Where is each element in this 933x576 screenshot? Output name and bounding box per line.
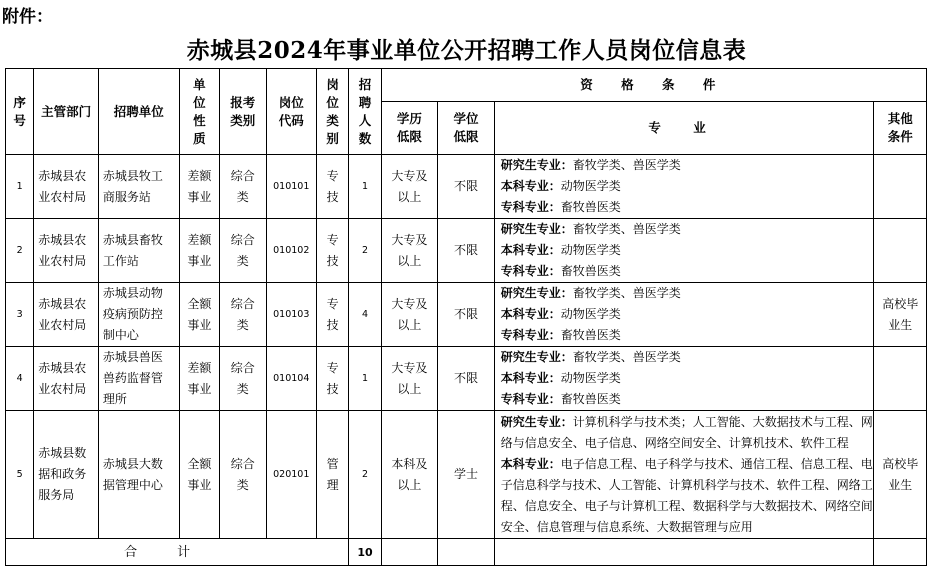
major-list: 计算机科学与技术类；人工智能、大数据技术与工程、网络与信息安全、电子信息、网络空间安全、计算机技术、软件工程 xyxy=(500,414,873,450)
row-seq: 3 xyxy=(6,283,34,347)
row-unit: 赤城县牧工商服务站 xyxy=(98,155,179,219)
header-degree: 学位低限 xyxy=(438,102,495,155)
major-line xyxy=(501,347,874,368)
major-line xyxy=(501,197,874,218)
recruitment-table xyxy=(5,68,927,566)
header-post-type: 岗位类别 xyxy=(317,69,349,155)
row-code: 010102 xyxy=(266,219,316,283)
header-dept: 主管部门 xyxy=(34,69,99,155)
table-row xyxy=(6,155,927,219)
row-degree: 学士 xyxy=(438,411,495,539)
row-other: 高校毕业生 xyxy=(874,411,927,539)
major-line xyxy=(501,454,874,538)
major-list: 畜牧兽医类 xyxy=(560,328,621,342)
row-degree: 不限 xyxy=(438,155,495,219)
row-education: 大专及以上 xyxy=(381,219,438,283)
major-level-label: 本科专业： xyxy=(500,307,561,321)
major-level-label: 本科专业： xyxy=(500,371,561,385)
total-blank-major xyxy=(494,539,874,566)
major-list: 动物医学类 xyxy=(560,179,621,193)
major-level-label: 本科专业： xyxy=(500,456,561,471)
row-code: 010101 xyxy=(266,155,316,219)
row-other xyxy=(874,219,927,283)
major-line xyxy=(501,176,874,197)
table-row xyxy=(6,347,927,411)
header-category: 报考类别 xyxy=(220,69,266,155)
row-post-type: 专技 xyxy=(317,219,349,283)
row-seq: 1 xyxy=(6,155,34,219)
header-qualifications: 资 格 条 件 xyxy=(381,69,926,102)
row-category: 综合类 xyxy=(220,411,266,539)
major-list: 畜牧学类、兽医学类 xyxy=(572,286,681,300)
row-category: 综合类 xyxy=(220,155,266,219)
major-list: 畜牧学类、兽医学类 xyxy=(572,222,681,236)
row-count: 2 xyxy=(349,219,381,283)
table-row xyxy=(6,219,927,283)
row-education: 大专及以上 xyxy=(381,283,438,347)
row-nature: 差额事业 xyxy=(179,219,219,283)
row-count: 1 xyxy=(349,347,381,411)
header-nature: 单位性质 xyxy=(179,69,219,155)
table-row xyxy=(6,411,927,539)
row-count: 4 xyxy=(349,283,381,347)
row-degree: 不限 xyxy=(438,219,495,283)
major-list: 畜牧兽医类 xyxy=(560,200,621,214)
row-major xyxy=(494,155,874,219)
row-post-type: 专技 xyxy=(317,347,349,411)
major-level-label: 专科专业： xyxy=(500,328,561,342)
major-line xyxy=(501,325,874,346)
row-major xyxy=(494,283,874,347)
total-value: 10 xyxy=(349,539,381,566)
total-label: 合计 xyxy=(6,539,349,566)
major-level-label: 专科专业： xyxy=(500,264,561,278)
row-unit: 赤城县动物疫病预防控制中心 xyxy=(98,283,179,347)
header-education: 学历低限 xyxy=(381,102,438,155)
major-level-label: 研究生专业： xyxy=(500,286,573,300)
row-category: 综合类 xyxy=(220,219,266,283)
row-seq: 5 xyxy=(6,411,34,539)
row-post-type: 管理 xyxy=(317,411,349,539)
row-other: 高校毕业生 xyxy=(874,283,927,347)
major-list: 畜牧兽医类 xyxy=(560,392,621,406)
major-level-label: 研究生专业： xyxy=(500,222,573,236)
major-list: 动物医学类 xyxy=(560,307,621,321)
major-list: 电子信息工程、电子科学与技术、通信工程、信息工程、电子信息科学与技术、人工智能、计算机科学与技术、软件工程、网络工程、信息安全、电子与计算机工程、数据科学与大数据技术、网络空间安全、信息管理与信息系统、大数据管理与应用 xyxy=(500,456,873,534)
row-post-type: 专技 xyxy=(317,283,349,347)
major-line xyxy=(501,304,874,325)
row-category: 综合类 xyxy=(220,347,266,411)
major-level-label: 本科专业： xyxy=(500,243,561,257)
row-education: 本科及以上 xyxy=(381,411,438,539)
major-level-label: 专科专业： xyxy=(500,392,561,406)
major-level-label: 研究生专业： xyxy=(500,350,573,364)
row-count: 1 xyxy=(349,155,381,219)
page-title: 赤城县2024年事业单位公开招聘工作人员岗位信息表 xyxy=(186,37,747,64)
total-blank-education xyxy=(381,539,438,566)
total-blank-other xyxy=(874,539,927,566)
major-list: 畜牧兽医类 xyxy=(560,264,621,278)
row-degree: 不限 xyxy=(438,283,495,347)
major-level-label: 研究生专业： xyxy=(500,414,573,429)
major-level-label: 本科专业： xyxy=(500,179,561,193)
row-seq: 4 xyxy=(6,347,34,411)
row-unit: 赤城县兽医兽药监督管理所 xyxy=(98,347,179,411)
header-count: 招聘人数 xyxy=(349,69,381,155)
major-list: 畜牧学类、兽医学类 xyxy=(572,350,681,364)
row-seq: 2 xyxy=(6,219,34,283)
major-list: 动物医学类 xyxy=(560,371,621,385)
major-list: 动物医学类 xyxy=(560,243,621,257)
major-level-label: 研究生专业： xyxy=(500,158,573,172)
header-major: 专 业 xyxy=(494,102,874,155)
row-major xyxy=(494,411,874,539)
row-code: 020101 xyxy=(266,411,316,539)
row-dept: 赤城县数据和政务服务局 xyxy=(34,411,99,539)
row-unit: 赤城县大数据管理中心 xyxy=(98,411,179,539)
major-line xyxy=(501,368,874,389)
row-category: 综合类 xyxy=(220,283,266,347)
row-unit: 赤城县畜牧工作站 xyxy=(98,219,179,283)
header-unit: 招聘单位 xyxy=(98,69,179,155)
row-other xyxy=(874,347,927,411)
major-line xyxy=(501,283,874,304)
major-line xyxy=(501,261,874,282)
row-nature: 差额事业 xyxy=(179,155,219,219)
row-major xyxy=(494,347,874,411)
table-row xyxy=(6,283,927,347)
major-list: 畜牧学类、兽医学类 xyxy=(572,158,681,172)
row-count: 2 xyxy=(349,411,381,539)
row-dept: 赤城县农业农村局 xyxy=(34,219,99,283)
major-line xyxy=(501,155,874,176)
row-code: 010103 xyxy=(266,283,316,347)
row-degree: 不限 xyxy=(438,347,495,411)
header-other: 其他条件 xyxy=(874,102,927,155)
header-seq: 序号 xyxy=(6,69,34,155)
row-dept: 赤城县农业农村局 xyxy=(34,155,99,219)
row-nature: 全额事业 xyxy=(179,283,219,347)
row-major xyxy=(494,219,874,283)
row-post-type: 专技 xyxy=(317,155,349,219)
row-code: 010104 xyxy=(266,347,316,411)
row-nature: 差额事业 xyxy=(179,347,219,411)
major-line xyxy=(501,240,874,261)
attachment-label: 附件： xyxy=(2,7,53,27)
major-level-label: 专科专业： xyxy=(500,200,561,214)
row-dept: 赤城县农业农村局 xyxy=(34,283,99,347)
row-other xyxy=(874,155,927,219)
row-education: 大专及以上 xyxy=(381,155,438,219)
header-code: 岗位代码 xyxy=(266,69,316,155)
row-dept: 赤城县农业农村局 xyxy=(34,347,99,411)
major-line xyxy=(501,219,874,240)
major-line xyxy=(501,389,874,410)
row-education: 大专及以上 xyxy=(381,347,438,411)
row-nature: 全额事业 xyxy=(179,411,219,539)
major-line xyxy=(501,412,874,454)
total-blank-degree xyxy=(438,539,495,566)
